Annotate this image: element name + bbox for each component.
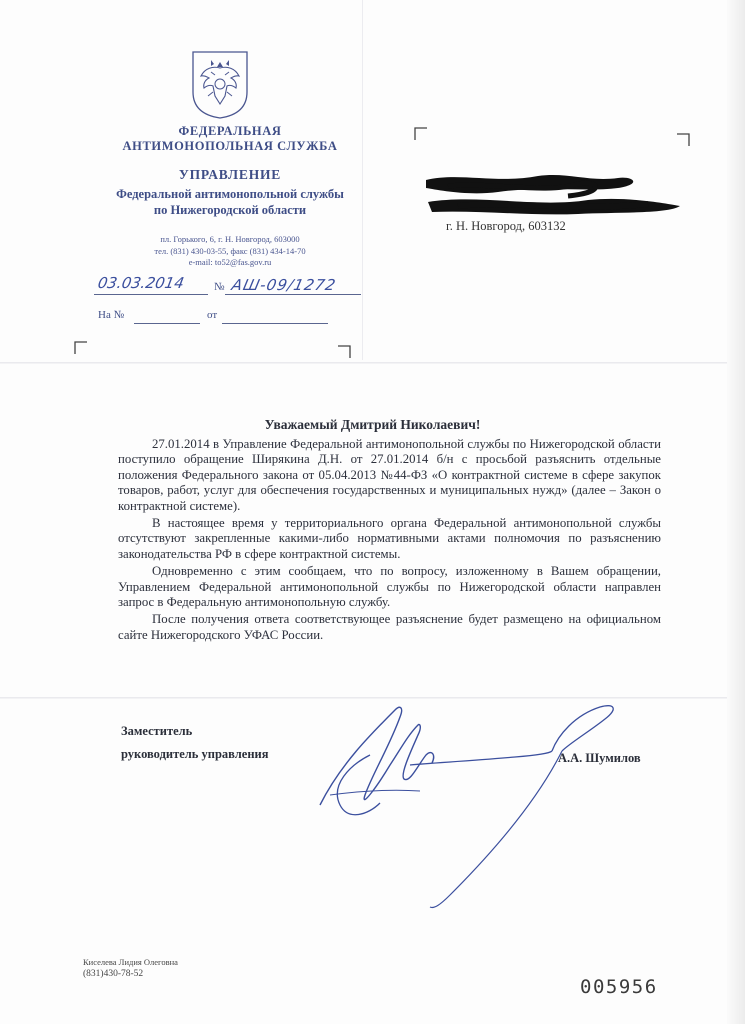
address: пл. Горького, 6, г. Н. Новгород, 603000 [160,234,300,244]
coat-of-arms-emblem [189,48,251,120]
department-name-line1: Федеральной антимонопольной службы [116,187,344,201]
department-name [60,186,400,218]
paragraph: 27.01.2014 в Управление Федеральной антимонопольной службы по Нижегородской области поступило обращение Ширякина Д.Н. от 27.01.2014 б/н с просьбой разъяснить отдельные положения Федерального закона от 05.04.2013 №44-ФЗ «О контрактной системе в сфере закупок товаров, работ, услуг для обеспечения государственных и муниципальных нужд» (далее – Закон о контрактной системе). [118,437,661,513]
email: e-mail: to52@fas.gov.ru [188,257,272,267]
executor-phone: (831)430-78-52 [83,969,144,979]
phone-fax: тел. (831) 430-03-55, факс (831) 434-14-70 [154,245,306,256]
agency-name-line2: АНТИМОНОПОЛЬНАЯ СЛУЖБА [122,139,338,153]
department-heading: УПРАВЛЕНИЕ [178,167,282,182]
agency-name [60,124,400,154]
outgoing-date: 03.03.2014 [96,274,186,292]
date-underline [94,294,208,295]
paragraph: В настоящее время у территориального органа Федеральной антимонопольной службы отсутствуют закрепленные какими-либо нормативными актами полномочия по разъяснению законодательства РФ в сфере контрактной системы. [118,516,661,561]
salutation: Уважаемый Дмитрий Николаевич! [264,417,481,432]
paragraph: После получения ответа соответствующее разъяснение будет размещено на официальном сайте Нижегородского УФАС России. [118,612,661,642]
handwritten-signature [300,695,630,915]
outgoing-number: АШ-09/1272 [230,276,338,294]
paragraph: Одновременно с этим сообщаем, что по вопросу, изложенному в Вашем обращении, Управлением Федеральной антимонопольной службы по Нижегородской области направлен запрос в Федеральную антимонопольную службу. [118,564,661,610]
reply-number-line [134,323,200,324]
redacted-recipient-block [418,170,688,220]
number-sign: № [214,281,225,293]
reply-from-label: от [207,309,218,321]
reply-to-label: На № [98,309,125,321]
corner-mark [74,341,88,355]
number-underline [225,294,361,295]
signer-title-line1: Заместитель [121,724,193,738]
department-name-line2: по Нижегородской области [153,203,307,217]
recipient-city: г. Н. Новгород, 603132 [446,219,566,233]
corner-mark [676,133,690,147]
reply-date-line [222,323,328,324]
letterhead-contacts [60,234,400,269]
paper-fold [0,362,745,364]
executor-name: Киселева Лидия Олеговна [83,957,178,967]
signer-title-line2: руководитель управления [121,747,269,761]
corner-mark [337,345,351,359]
form-serial-number: 005956 [580,976,658,998]
letter-body [118,437,661,643]
signer-name: А.А. Шумилов [558,751,641,765]
agency-name-line1: ФЕДЕРАЛЬНАЯ [178,124,282,138]
corner-mark [414,127,428,141]
paper-edge-shadow [727,0,745,1024]
